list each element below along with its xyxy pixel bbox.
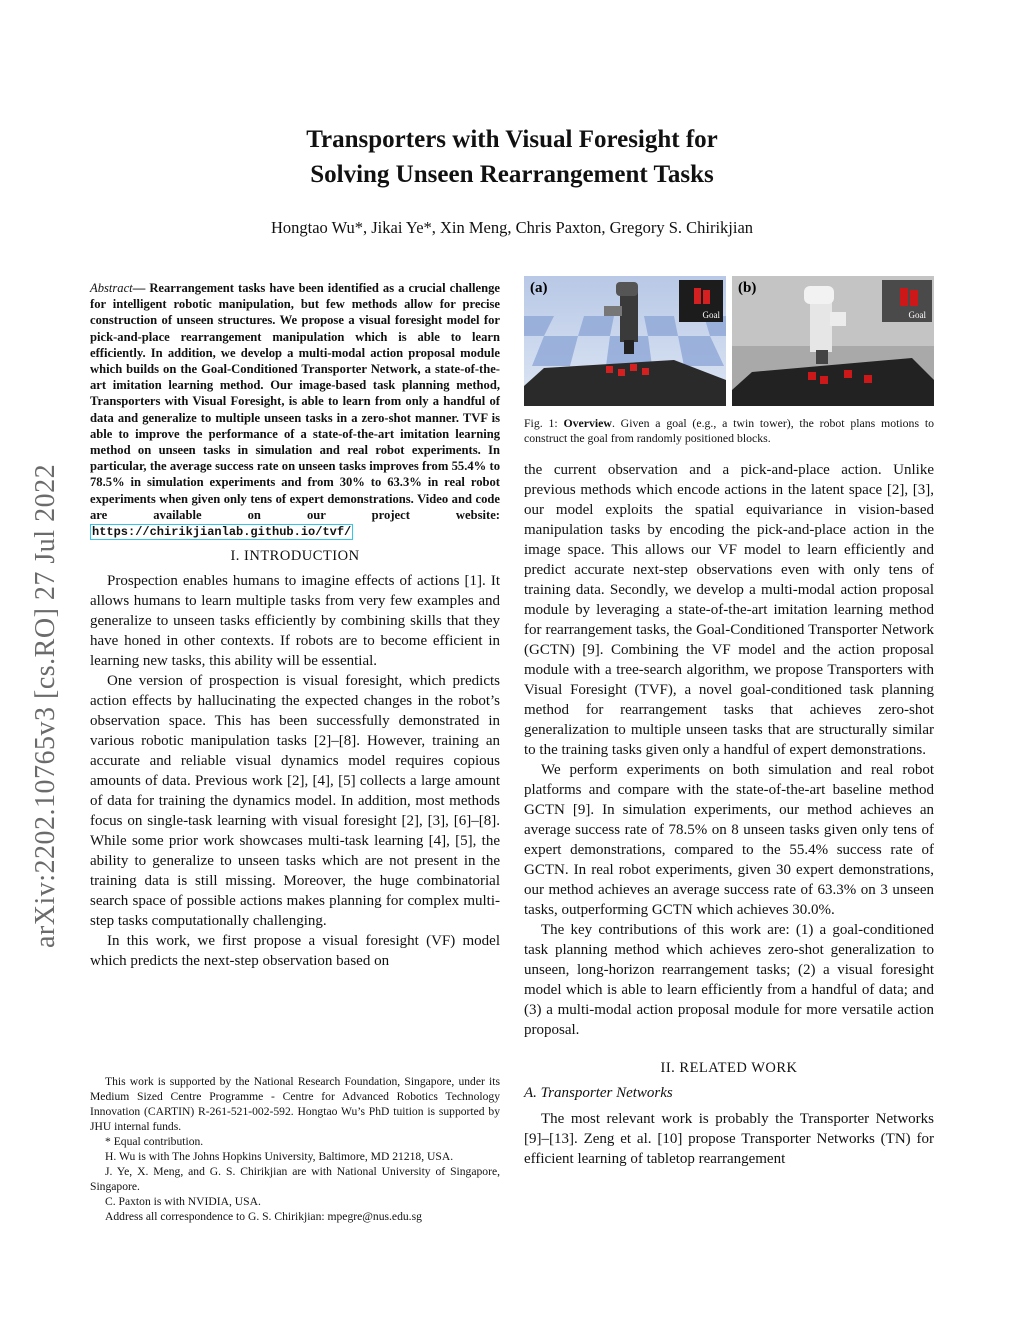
- footnotes: [90, 1074, 500, 1224]
- figure-panel-real-robot: [732, 276, 934, 406]
- real-robot-scene-image: [732, 276, 934, 406]
- figure-caption: [524, 416, 934, 446]
- author-list: Hongtao Wu*, Jikai Ye*, Xin Meng, Chris Paxton, Gregory S. Chirikjian: [270, 218, 754, 237]
- footnote-affiliation: J. Ye, X. Meng, and G. S. Chirikjian are with National University of Singapore, Singapore.: [90, 1165, 500, 1193]
- intro-paragraph: One version of prospection is visual foresight, which predicts action effects by hallucinating the expected changes in the robot’s observation space. This has been successfully demonstrated in various robotic manipulation tasks [2]–[8]. However, training an accurate and reliable visual dynamics model requires copious amounts of data. Previous work [2], [4], [5] collects a large amount of data for training the dynamics model. In addition, most methods focus on single-task learning with visual foresight [2], [3], [6]–[8]. While some prior work showcases multi-task learning [4], [5], the ability to generalize to unseen tasks which are not present in the training data is still missing. Moreover, the huge combinatorial search space of possible actions makes planning for complex multi-step tasks computationally challenging.: [90, 673, 500, 930]
- left-column: [90, 280, 500, 971]
- subsection-transporter-networks: A. Transporter Networks: [524, 1085, 673, 1101]
- footnote-affiliation: H. Wu is with The Johns Hopkins University, Baltimore, MD 21218, USA.: [105, 1150, 454, 1163]
- intro-paragraph: In this work, we first propose a visual foresight (VF) model which predicts the next-step observation based on: [90, 933, 500, 970]
- right-column: [524, 460, 934, 1169]
- footnote-affiliation: C. Paxton is with NVIDIA, USA.: [105, 1195, 261, 1208]
- paper-title: [0, 122, 1024, 192]
- panel-b-label: (b): [738, 280, 757, 296]
- title-line-2: Solving Unseen Rearrangement Tasks: [310, 161, 714, 188]
- caption-title: Overview: [563, 416, 612, 430]
- goal-label: Goal: [702, 310, 720, 320]
- panel-a-label: (a): [530, 280, 548, 296]
- footnote-funding: This work is supported by the National Research Foundation, Singapore, under its Medium Sized Centre Programme - Centre for Advanced Robotics Technology Innovation (CARTIN) R-261-521-002-592. Hongtao Wu’s PhD tuition is supported by JHU internal funds.: [90, 1075, 500, 1133]
- title-line-1: Transporters with Visual Foresight for: [306, 126, 718, 153]
- project-website-link[interactable]: https://chirikjianlab.github.io/tvf/: [92, 525, 352, 540]
- goal-label: Goal: [908, 310, 926, 320]
- abstract-text: Rearrangement tasks have been identified as a crucial challenge for intelligent robotic manipulation, but few methods allow for precise construction of unseen structures. We propose a visual foresight model for pick-and-place rearrangement manipulation which is able to learn efficiently. In addition, we develop a multi-modal action proposal module which builds on the Goal-Conditioned Transporter Network, a state-of-the-art imitation learning method. Our image-based task planning method, Transporters with Visual Foresight, is able to learn from only a handful of data and generalize to multiple unseen tasks in a zero-shot manner. TVF is able to improve the performance of a state-of-the-art imitation learning method on unseen tasks in simulation and real robot experiments. In particular, the average success rate on unseen tasks improves from 55.4% to 78.5% in simulation experiments and from 30% to 63.3% in real robot experiments when given only tens of expert demonstrations. Video and code are available on our project website:: [90, 281, 500, 522]
- caption-text: . Given a goal (e.g., a twin tower), the robot plans motions to construct the goal from randomly positioned blocks.: [524, 416, 935, 445]
- footnote-equal-contribution: * Equal contribution.: [105, 1135, 204, 1148]
- intro-paragraph: The key contributions of this work are: (1) a goal-conditioned task planning method which achieves zero-shot generalization to unseen, long-horizon rearrangement tasks; (2) a visual foresight model which is able to learn efficiently from a handful of data; and (3) a multi-modal action proposal module for more versatile action proposal.: [524, 922, 934, 1038]
- abstract: Abstract— Rearrangement tasks have been identified as a crucial challenge for intelligent robotic manipulation, but few methods allow for precise construction of unseen structures. We propose a visual foresight model for pick-and-place rearrangement manipulation which is able to learn efficiently. In addition, we develop a multi-modal action proposal module which builds on the Goal-Conditioned Transporter Network, a state-of-the-art imitation learning method. Our image-based task planning method, Transporters with Visual Foresight, is able to learn from only a handful of data and generalize to multiple unseen tasks in a zero-shot manner. TVF is able to improve the performance of a state-of-the-art imitation learning method on unseen tasks in simulation and real robot experiments. In particular, the average success rate on unseen tasks improves from 55.4% to 78.5% in simulation experiments and from 30% to 63.3% in real robot experiments when given only tens of expert demonstrations. Video and code are available on our project website: https://chirikjianlab.github.io/tvf/: [90, 281, 500, 540]
- intro-paragraph: Prospection enables humans to imagine effects of actions [1]. It allows humans to learn multiple tasks from very few examples and generalize to unseen tasks efficiently by combining skills that they have honed in other contexts. If robots are to become efficient in learning new tasks, this ability will be essential.: [90, 573, 500, 670]
- related-work-paragraph: The most relevant work is probably the Transporter Networks [9]–[13]. Zeng et al. [10] propose Transporter Networks (TN) for efficient learning of tabletop rearrangement: [524, 1111, 934, 1167]
- figure-panel-simulation: [524, 276, 726, 406]
- footnote-correspondence: Address all correspondence to G. S. Chirikjian: mpegre@nus.edu.sg: [105, 1210, 422, 1223]
- section-introduction-heading: I. INTRODUCTION: [230, 548, 360, 565]
- section-related-work-heading: II. RELATED WORK: [660, 1060, 798, 1076]
- simulation-scene-image: [524, 276, 726, 406]
- abstract-label: Abstract: [90, 281, 133, 295]
- caption-prefix: Fig. 1:: [524, 416, 564, 430]
- intro-paragraph-continued: the current observation and a pick-and-place action. Unlike previous methods which encode actions in the latent space [2], [3], our model exploits the spatial equivariance in vision-based manipulation tasks by encoding the pick-and-place action in the image space. This allows our VF model to learn efficiently and predict accurate next-step observations even with only tens of training data. Secondly, we develop a multi-modal action proposal module by leveraging a state-of-the-art imitation learning method for rearrangement tasks, the Goal-Conditioned Transporter Network (GCTN) [9]. Combining the VF model and the action proposal module with a tree-search algorithm, we propose Transporters with Visual Foresight (TVF), a novel goal-conditioned task planning method for rearrangement tasks that achieves zero-shot generalization to multiple unseen tasks that are structurally similar to the training tasks given only a handful of expert demonstrations.: [524, 462, 934, 758]
- arxiv-identifier: arXiv:2202.10765v3 [cs.RO] 27 Jul 2022: [30, 463, 61, 948]
- intro-paragraph: We perform experiments on both simulation and real robot platforms and compare with the state-of-the-art baseline method GCTN [9]. In simulation experiments, our method achieves an average success rate of 78.5% on 8 unseen tasks given only tens of expert demonstrations, compared to the 55.4% success rate of GCTN. In real robot experiments, given 30 expert demonstrations, our method achieves an average success rate of 63.3% on 3 unseen tasks, outperforming GCTN which achieves 30.0%.: [524, 762, 934, 918]
